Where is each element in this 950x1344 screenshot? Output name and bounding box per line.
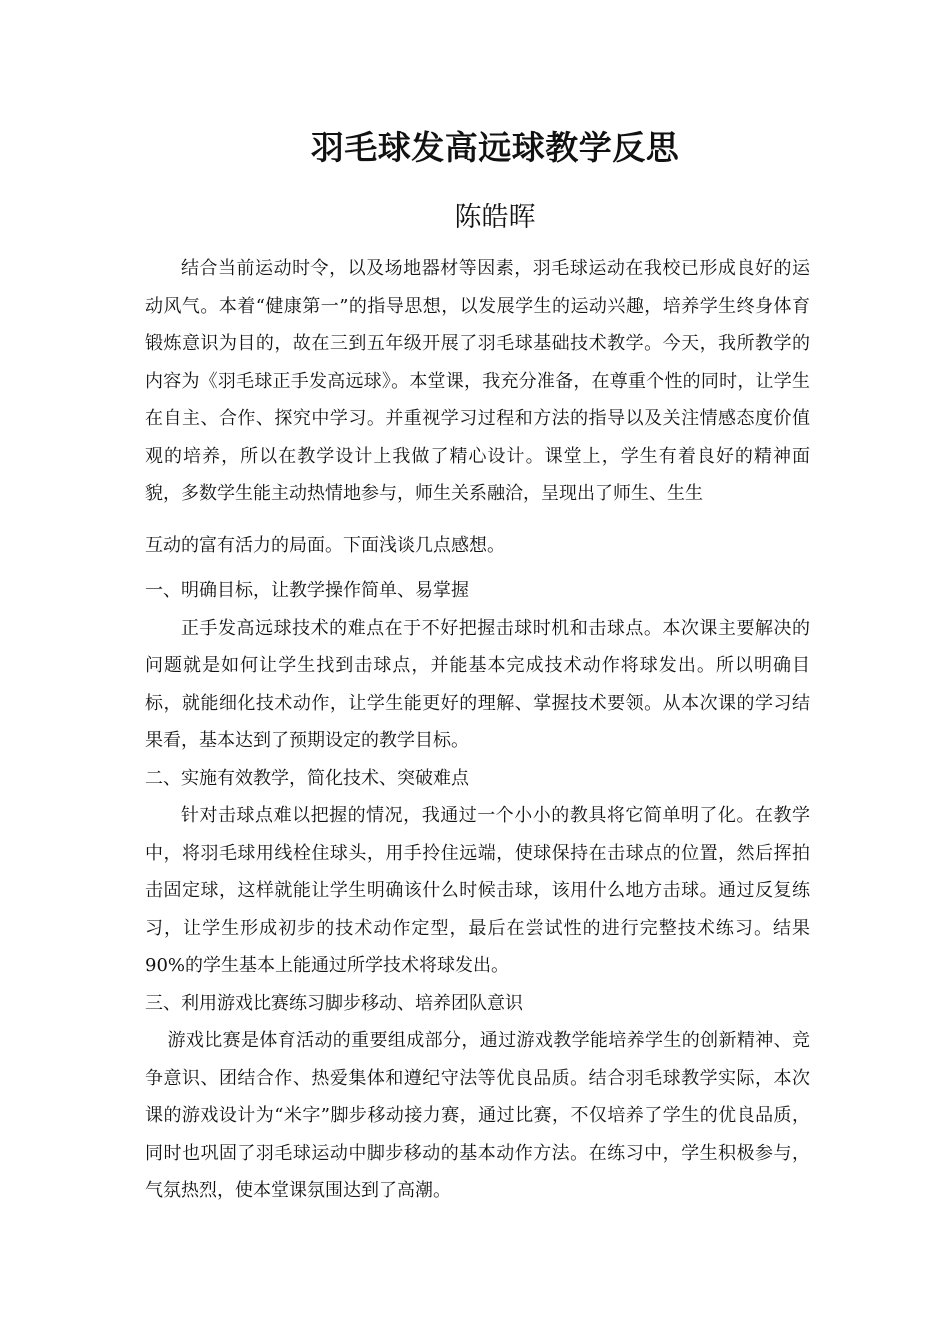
intro-paragraph: 结合当前运动时令，以及场地器材等因素，羽毛球运动在我校已形成良好的运动风气。本着“健康第一”的指导思想，以发展学生的运动兴趣，培养学生终身体育锻炼意识为目的，故在三到五年级开展了羽毛球基础技术教学。今天，我所教学的内容为《羽毛球正手发高远球》。本堂课，我充分准备，在尊重个性的同时，让学生在自主、合作、探究中学习。并重视学习过程和方法的指导以及关注情感态度价值观的培养，所以在教学设计上我做了精心设计。课堂上，学生有着良好的精神面貌，多数学生能主动热情地参与，师生关系融洽，呈现出了师生、生生 <box>145 258 810 504</box>
section-heading-2: 二、实施有效教学，简化技术、突破难点 <box>145 767 469 789</box>
document-title: 羽毛球发高远球教学反思 <box>310 128 680 167</box>
document-body <box>145 250 810 1210</box>
section-paragraph-2: 针对击球点难以把握的情况，我通过一个小小的教具将它简单明了化。在教学中，将羽毛球用线栓住球头，用手拎住远端，使球保持在击球点的位置，然后挥拍击固定球，这样就能让学生明确该什么时候击球，该用什么地方击球。通过反复练习，让学生形成初步的技术动作定型，最后在尝试性的进行完整技术练习。结果90%的学生基本上能通过所学技术将球发出。 <box>145 805 810 976</box>
section-paragraph-3: 游戏比赛是体育活动的重要组成部分，通过游戏教学能培养学生的创新精神、竞争意识、团结合作、热爱集体和遵纪守法等优良品质。结合羽毛球教学实际，本次课的游戏设计为“米字”脚步移动接力赛，通过比赛，不仅培养了学生的优良品质，同时也巩固了羽毛球运动中脚步移动的基本动作方法。在练习中，学生积极参与，气氛热烈，使本堂课氛围达到了高潮。 <box>145 1030 810 1201</box>
section-heading-1: 一、明确目标，让教学操作简单、易掌握 <box>145 580 469 601</box>
document-author: 陈皓晖 <box>454 202 536 233</box>
section-heading-3: 三、利用游戏比赛练习脚步移动、培养团队意识 <box>145 992 523 1014</box>
section-paragraph-1: 正手发高远球技术的难点在于不好把握击球时机和击球点。本次课主要解决的问题就是如何让学生找到击球点，并能基本完成技术动作将球发出。所以明确目标，就能细化技术动作，让学生能更好的理解、掌握技术要领。从本次课的学习结果看，基本达到了预期设定的教学目标。 <box>145 617 810 751</box>
intro-paragraph-tail: 互动的富有活力的局面。下面浅谈几点感想。 <box>145 534 505 556</box>
